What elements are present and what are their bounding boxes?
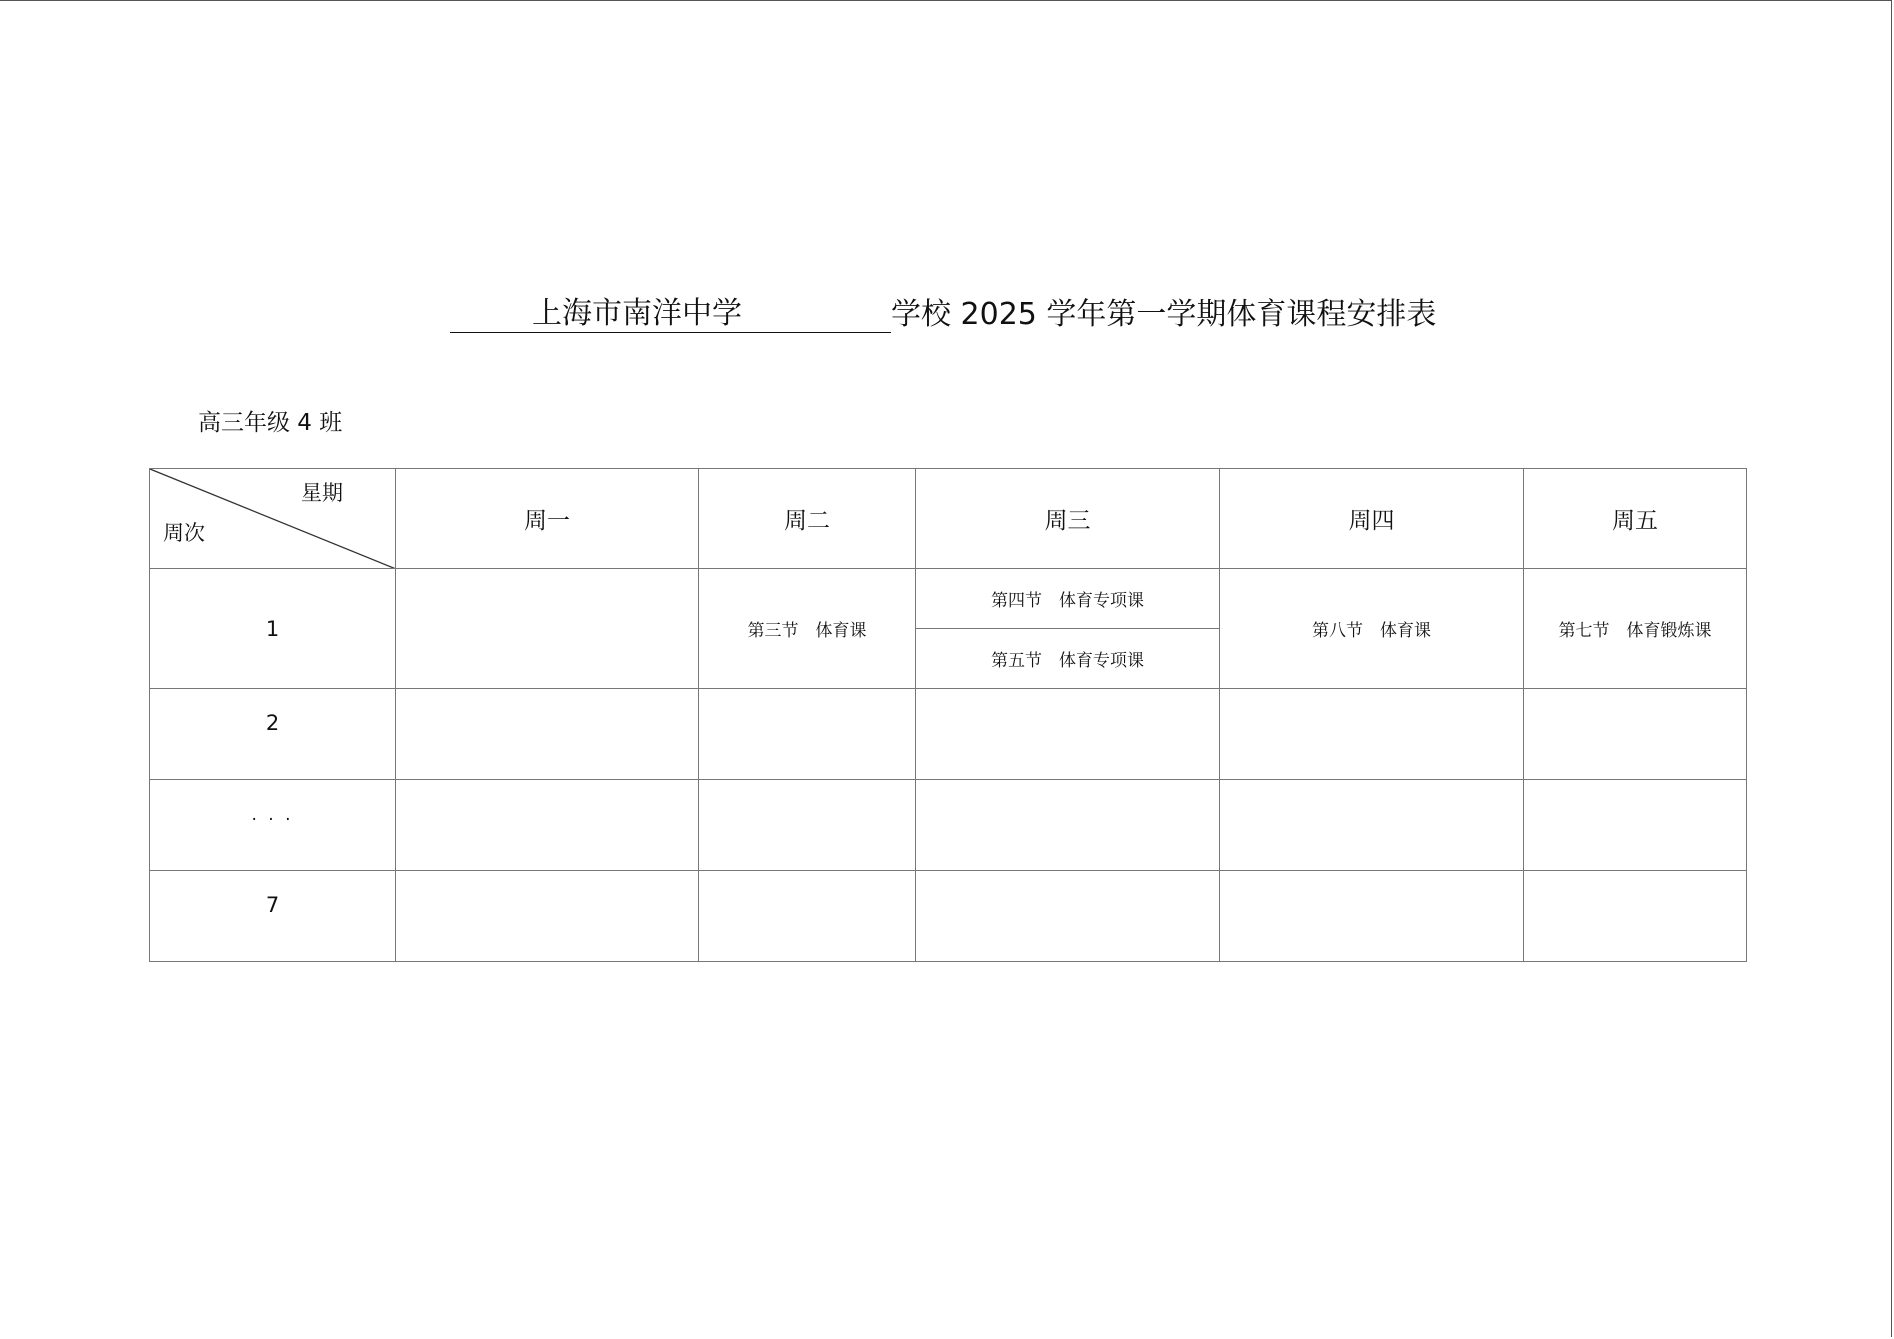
schedule-table	[149, 468, 1747, 962]
lesson-cell-friday	[1524, 780, 1747, 871]
title-suffix: 学校 2025 学年第一学期体育课程安排表	[891, 297, 1437, 332]
table-row	[150, 569, 1747, 689]
lesson-cell-tuesday: 第三节 体育课	[699, 569, 916, 689]
lesson-cell-monday	[396, 780, 699, 871]
lesson-cell-friday: 第七节 体育锻炼课	[1524, 569, 1747, 689]
lesson-cell-friday	[1524, 689, 1747, 780]
corner-weekday-label: 星期	[301, 481, 343, 505]
table-row	[150, 689, 1747, 780]
lesson-cell-wednesday	[916, 689, 1220, 780]
header-thursday: 周四	[1220, 469, 1524, 569]
lesson-cell-thursday	[1220, 780, 1524, 871]
lesson-cell-monday	[396, 689, 699, 780]
corner-cell	[150, 469, 396, 569]
class-label: 高三年级 4 班	[198, 410, 343, 436]
lesson-cell-wednesday	[916, 780, 1220, 871]
header-row	[150, 469, 1747, 569]
lesson-cell-wednesday	[916, 871, 1220, 962]
lesson-cell-tuesday	[699, 780, 916, 871]
school-name: 上海市南洋中学	[450, 296, 891, 333]
lesson-cell-monday	[396, 569, 699, 689]
lesson-wednesday-second: 第五节 体育专项课	[916, 628, 1219, 688]
lesson-cell-monday	[396, 871, 699, 962]
table-row	[150, 780, 1747, 871]
lesson-cell-wednesday	[916, 569, 1220, 689]
week-number: · · ·	[150, 780, 396, 871]
lesson-wednesday-first: 第四节 体育专项课	[991, 591, 1144, 612]
table-row	[150, 871, 1747, 962]
lesson-cell-friday	[1524, 871, 1747, 962]
lesson-cell-thursday	[1220, 871, 1524, 962]
lesson-cell-tuesday	[699, 689, 916, 780]
header-wednesday: 周三	[916, 469, 1220, 569]
week-number: 1	[150, 569, 396, 689]
header-friday: 周五	[1524, 469, 1747, 569]
lesson-cell-tuesday	[699, 871, 916, 962]
lesson-cell-thursday	[1220, 689, 1524, 780]
corner-week-label: 周次	[163, 521, 205, 545]
lesson-cell-thursday: 第八节 体育课	[1220, 569, 1524, 689]
header-monday: 周一	[396, 469, 699, 569]
page-title	[450, 296, 1436, 333]
week-number: 2	[150, 689, 396, 780]
header-tuesday: 周二	[699, 469, 916, 569]
week-number: 7	[150, 871, 396, 962]
